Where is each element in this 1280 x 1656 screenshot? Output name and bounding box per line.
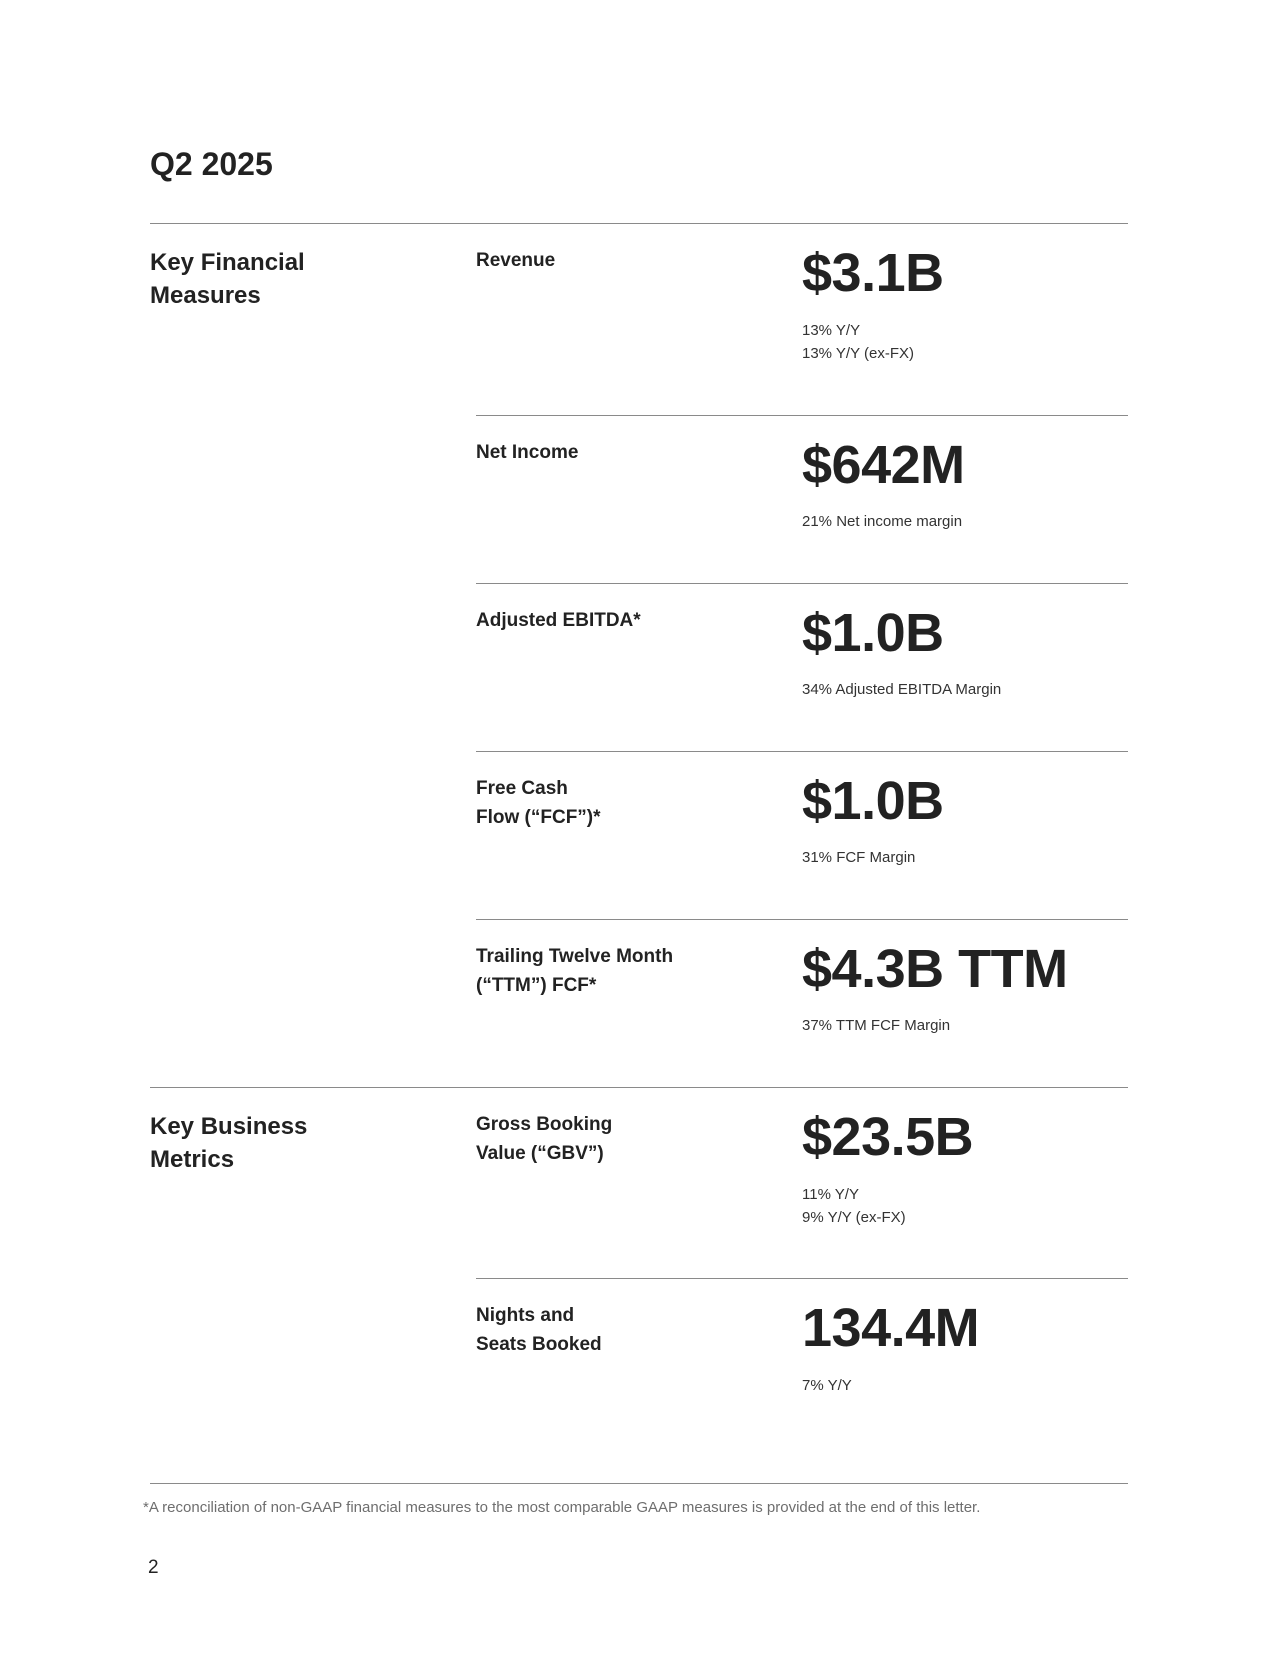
metric-value: $1.0B (802, 771, 944, 831)
metric-note: 21% Net income margin (802, 513, 963, 530)
metric-label: Free Cash Flow (“FCF”)* (476, 778, 601, 828)
section-divider-financial (150, 223, 1128, 224)
metric-label: Adjusted EBITDA* (476, 610, 641, 631)
metric-divider (476, 751, 1128, 752)
metric-divider (476, 583, 1128, 584)
metric-note: 7% Y/Y (802, 1377, 852, 1394)
metric-notes (802, 678, 1001, 701)
metric-value: $23.5B (802, 1107, 974, 1167)
metric-label: Trailing Twelve Month (“TTM”) FCF* (476, 946, 674, 996)
metric-divider (476, 1278, 1128, 1279)
section-divider-business (150, 1087, 1128, 1088)
metric-label: Revenue (476, 250, 556, 271)
metric-value: $4.3B TTM (802, 939, 1068, 999)
metric-notes (802, 510, 962, 533)
page-number: 2 (148, 1557, 159, 1578)
metric-notes (802, 1183, 906, 1229)
footer-divider (150, 1483, 1128, 1484)
section-label-key-financial-measures: Key Financial Measures (150, 249, 305, 309)
metric-note: 34% Adjusted EBITDA Margin (802, 681, 1002, 698)
metric-label: Gross Booking Value (“GBV”) (476, 1114, 613, 1164)
metric-note: 13% Y/Y (ex-FX) (802, 345, 914, 362)
metric-notes (802, 1014, 950, 1037)
section-label-key-business-metrics: Key Business Metrics (150, 1113, 308, 1173)
page-title: Q2 2025 (150, 146, 273, 182)
metric-value: 134.4M (802, 1298, 980, 1358)
metric-notes (802, 319, 914, 365)
metric-note: 37% TTM FCF Margin (802, 1017, 951, 1034)
metric-note: 9% Y/Y (ex-FX) (802, 1209, 906, 1226)
metric-notes (802, 846, 915, 869)
metric-value: $642M (802, 435, 965, 495)
metric-note: 13% Y/Y (802, 322, 861, 339)
metric-note: 11% Y/Y (802, 1186, 859, 1203)
metric-divider (476, 919, 1128, 920)
metric-notes (802, 1374, 852, 1397)
metric-divider (476, 415, 1128, 416)
footnote: *A reconciliation of non-GAAP financial measures to the most comparable GAAP measures is provided at the end of this letter. (143, 1499, 981, 1516)
metric-label: Nights and Seats Booked (476, 1305, 602, 1355)
metric-label: Net Income (476, 442, 579, 463)
metric-value: $1.0B (802, 603, 944, 663)
metric-value: $3.1B (802, 243, 944, 303)
metric-note: 31% FCF Margin (802, 849, 916, 866)
